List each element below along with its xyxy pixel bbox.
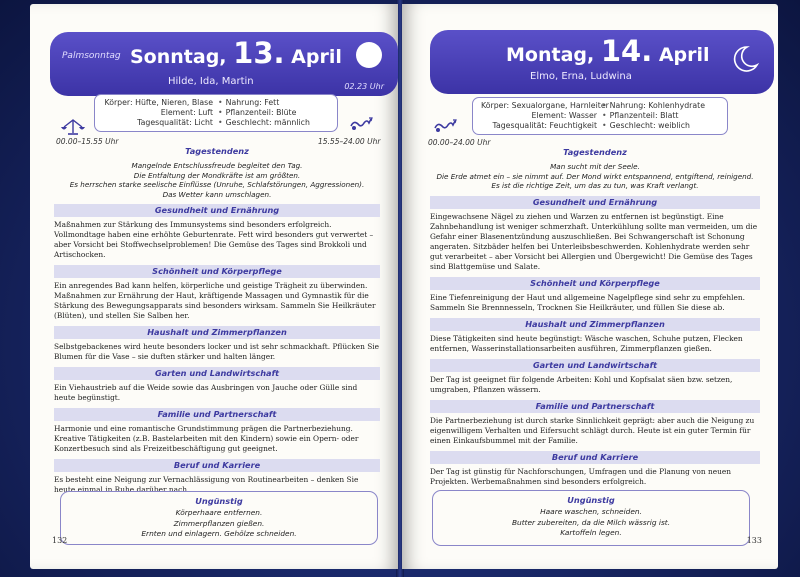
left-day-header: [50, 32, 398, 96]
left-moon-time: 02.23 Uhr: [344, 82, 384, 91]
right-section-text: Der Tag ist geeignet für folgende Arbeiten: Kohl und Kopfsalat säen bzw. setzen, umgraben, Pflanzen wässern.: [430, 374, 733, 394]
scorpio-icon: [432, 116, 458, 136]
left-section-title: Familie und Partnerschaft: [54, 408, 380, 421]
right-tendency: Man sucht mit der Seele. Die Erde atmet ein – sie nimmt auf. Der Mond wirkt entspannend, entgiftend, reinigend. Es ist die richtige Zeit, um das zu tun, was Kraft verlangt.: [436, 162, 754, 191]
right-section-title: Gesundheit und Ernährung: [430, 196, 760, 209]
right-body: [430, 146, 760, 487]
left-section-title: Beruf und Karriere: [54, 459, 380, 472]
left-tendency-title: Tagestendenz: [185, 146, 249, 156]
left-section-text: Harmonie und eine romantische Grundstimmung prägen die Partnerbeziehung. Kreative Tätigkeiten (z.B. Bastelarbeiten mit den Kindern) sowie ein Opern- oder Konzertbesuch sind als Freizeitbeschäftigung gut geeignet.: [54, 424, 359, 454]
left-section-text: Es besteht eine Neigung zur Vernachlässigung von Routinearbeiten – denken Sie heute einmal in Ruhe darüber nach.: [54, 475, 359, 495]
right-section-text: Der Tag ist günstig für Nachforschungen, Umfragen und die Planung von neuen Projekten. Werbemaßnahmen sind besonders erfolgreich.: [430, 466, 732, 486]
right-section-text: Eine Tiefenreinigung der Haut und allgemeine Nagelpflege sind sehr zu empfehlen. Sammeln Sie Brennnesseln, Trocknen Sie Heilkräuter, und füllen Sie diese ab.: [430, 292, 745, 312]
left-section-text: Maßnahmen zur Stärkung des Immunsystems sind besonders erfolgreich. Vollmondtage haben eine erhöhte Geburtenrate. Fett wird besonders gut verwertet – aber Vorsicht bei Stoffwechselproblemen! Die Gemüse des Tages sind Brokkoli und Artischocken.: [54, 220, 374, 260]
right-section-title: Haushalt und Zimmerpflanzen: [430, 318, 760, 331]
left-section-title: Schönheit und Körperpflege: [54, 265, 380, 278]
left-section-text: Ein Viehaustrieb auf die Weide sowie das Ausbringen von Jauche oder Gülle sind heute begünstigt.: [54, 383, 358, 403]
right-section-text: Diese Tätigkeiten sind heute begünstigt: Wäsche waschen, Schuhe putzen, Flecken entfernen, Wasserinstallationsarbeiten ausführen, Zimmerpflanzen gießen.: [430, 333, 743, 353]
left-day-title: Sonntag, 13. April: [130, 36, 342, 70]
left-body: [54, 145, 380, 495]
right-tendency-title: Tagestendenz: [563, 147, 627, 157]
left-zodiac-time-1: 00.00–15.55 Uhr: [56, 137, 119, 146]
right-section-title: Beruf und Karriere: [430, 451, 760, 464]
libra-icon: [60, 117, 86, 137]
left-page-number: 132: [52, 536, 68, 545]
left-section-title: Garten und Landwirtschaft: [54, 367, 380, 380]
scorpio-icon: [348, 114, 374, 134]
left-section-title: Haushalt und Zimmerpflanzen: [54, 326, 380, 339]
full-moon-icon: [354, 40, 384, 70]
waning-moon-icon: [730, 44, 760, 74]
right-section-title: Garten und Landwirtschaft: [430, 359, 760, 372]
right-page: [402, 4, 778, 569]
left-section-text: Selbstgebackenes wird heute besonders locker und ist sehr schmackhaft. Pflücken Sie Blumen für die Vase – sie duften stärker und halten länger.: [54, 342, 380, 362]
right-section-title: Familie und Partnerschaft: [430, 400, 760, 413]
right-zodiac-time: 00.00–24.00 Uhr: [428, 138, 491, 147]
left-tendency: Mangelnde Entschlussfreude begleitet den Tag. Die Entfaltung der Mondkräfte ist am größten. Es herrschen starke seelische Einflüsse (Unruhe, Schlafstörungen, Aggressionen). Das Wetter kann umschlagen.: [69, 161, 365, 199]
right-day-title: Montag, 14. April: [506, 34, 710, 68]
right-unguenstig-box: Ungünstig Haare waschen, schneiden. Butter zubereiten, da die Milch wässrig ist. Kartoffeln legen.: [432, 490, 750, 546]
left-name-days: Hilde, Ida, Martin: [168, 76, 254, 87]
right-section-title: Schönheit und Körperpflege: [430, 277, 760, 290]
right-section-text: Die Partnerbeziehung ist durch starke Sinnlichkeit geprägt: aber auch die Neigung zu eigenwilligem Verhalten und Eifersucht schlägt durch. Heute ist ein guter Termin für einen Einkaufsbummel mit der Familie.: [430, 415, 755, 445]
left-section-title: Gesundheit und Ernährung: [54, 204, 380, 217]
left-unguenstig-box: Ungünstig Körperhaare entfernen. Zimmerpflanzen gießen. Ernten und einlagern. Gehölze schneiden.: [60, 491, 378, 545]
right-properties-box: Körper: Sexualorgane, Harnleiter • Nahrung: Kohlenhydrate Element: Wasser • Pflanzenteil: Blatt Tagesqualität: Feuchtigkeit • Geschlecht: weiblich: [472, 97, 728, 135]
right-page-number: 133: [746, 536, 762, 545]
right-section-text: Eingewachsene Nägel zu ziehen und Warzen zu entfernen ist begünstigt. Eine Zahnbehandlung ist weniger schmerzhaft. Unterkühlung sollte man vermeiden, um die Gefahr einer Blasenentzündung auszuschließen. Bei Schwangerschaft ist Schonung angeraten. Sitzbäder helfen bei Unterleibsbeschwerden. Kohlenhydrate werden sehr gut verarbeitet – aber Vorsicht bei Allergien und Übergewicht! Die Gemüse des Tages sind Blattgemüse und Salate.: [430, 211, 758, 271]
right-day-header: [430, 30, 774, 94]
left-page: [30, 4, 398, 569]
left-pre-label: Palmsonntag: [62, 51, 121, 61]
left-section-text: Ein anregendes Bad kann helfen, körperliche und geistige Trägheit zu überwinden. Maßnahmen zur Ernährung der Haut, kräftigende Massagen und Gymnastik für die Stärkung des Bewegungsapparats sind besonders wirksam. Sammeln Sie Heilkräuter (Blüten), und stellen Sie Salben her.: [54, 281, 376, 321]
left-zodiac-time-2: 15.55–24.00 Uhr: [318, 137, 381, 146]
left-properties-box: Körper: Hüfte, Nieren, Blase • Nahrung: Fett Element: Luft • Pflanzenteil: Blüte Tagesqualität: Licht • Geschlecht: männlich: [94, 94, 338, 132]
right-name-days: Elmo, Erna, Ludwina: [530, 71, 632, 82]
